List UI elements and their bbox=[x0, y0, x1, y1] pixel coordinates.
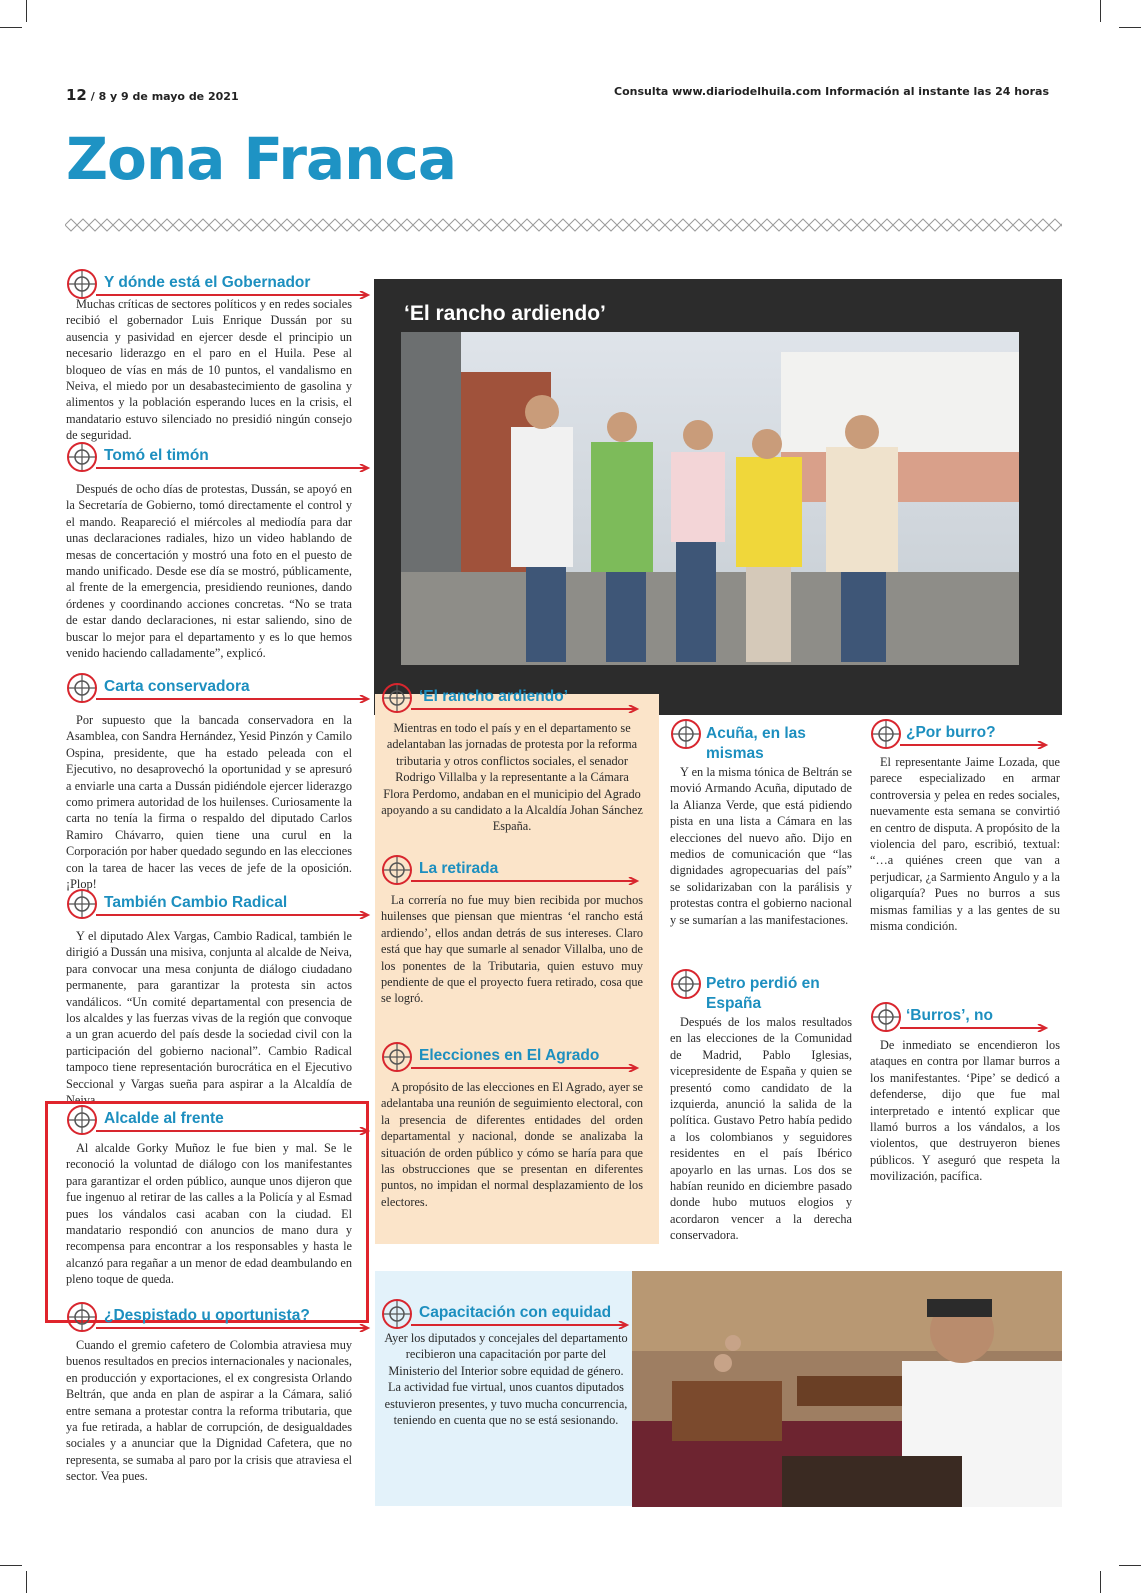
article-body: Ayer los diputados y concejales del departamento recibieron una capacitación por parte del Ministerio del Interior sobre equidad de género. La actividad fue virtual, unos cuantos diputados estuvieron presentes, y tuvo mucha concurrencia, teniendo en cuenta que no se está sesionando. bbox=[384, 1331, 628, 1428]
crosshair-icon bbox=[66, 441, 98, 473]
article-body: Mientras en todo el país y en el departamento se adelantaban las jornadas de protesta por la reforma tributaria y otros conflictos sociales, el senador Rodrigo Villalba y la representante a la Cámara Flora Perdomo, andaban en el municipio del Agrado apoyando a su candidato a la Alcaldía Johan Sánchez España. bbox=[381, 721, 643, 834]
meeting-photo bbox=[632, 1271, 1062, 1507]
arrow-rule bbox=[411, 1321, 633, 1329]
crosshair-icon bbox=[870, 718, 902, 750]
crosshair-icon bbox=[66, 888, 98, 920]
article-body: Después de los malos resultados en las elecciones de la Comunidad de Madrid, Pablo Iglesias, vicepresidente de España y quien se presentó como candidato de la izquierda, anunció la salida de la política. Gustavo Petro había pedido a los colombianos y seguidores residentes en el país Ibérico apoyarlo en las urnas. Los dos se habían reunido en diciembre pasado donde hubo mutuos elogios y acordaron vencer a la derecha conservadora. bbox=[670, 1015, 852, 1243]
article-heading: ¿Por burro? bbox=[906, 724, 996, 741]
article-retirada bbox=[381, 856, 643, 1007]
article-heading: También Cambio Radical bbox=[104, 894, 288, 911]
article-heading: ¿Despistado u oportunista? bbox=[104, 1307, 310, 1324]
separator: / bbox=[90, 90, 99, 103]
arrow-rule bbox=[900, 741, 1052, 749]
article-heading: ‘Burros’, no bbox=[906, 1007, 993, 1024]
article-acuna bbox=[670, 720, 852, 928]
article-body: Después de ocho días de protestas, Dussán, se apoyó en la Secretaría de Gobierno, tomó directamente el control y el mando. Reapareció el miércoles al mediodía para dar unas declaraciones radiales, hizo un video hablando de mesas de concertación y mostró una foto en el puesto de mando unificado. Desde ese día se mostró, públicamente, al frente de la emergencia, presidiendo reuniones, dando órdenes y coordinando acciones concretas. “No se trata de estar dando declaraciones, ni estar saliendo, sino de buscar lo mejor para el departamento y es lo que hemos venido haciendo calladamente”, explicó. bbox=[66, 482, 352, 661]
crosshair-icon bbox=[66, 672, 98, 704]
article-timon bbox=[66, 443, 352, 661]
article-heading: Acuña, en las mismas bbox=[706, 725, 806, 762]
article-body: El representante Jaime Lozada, que parece especializado en armar controversia y pelea en redes sociales, nuevamente esta semana se convirtió en centro de disputa. A propósito de la violencia del paro, escribió, textual: “…a quiénes creen que van a perjudicar, ¿a Sarmiento Angulo y a la oligarquía? Pues no burros a sus mismas familias y a las gentes de su misma condición. bbox=[870, 755, 1060, 934]
article-heading: Capacitación con equidad bbox=[419, 1304, 612, 1321]
decorative-zigzag-rule bbox=[65, 217, 1062, 233]
crosshair-icon bbox=[381, 682, 413, 714]
article-carta bbox=[66, 674, 352, 892]
issue-date: 8 y 9 de mayo de 2021 bbox=[98, 90, 239, 103]
arrow-rule bbox=[96, 695, 374, 703]
crosshair-icon bbox=[670, 718, 702, 750]
article-body: Y en la misma tónica de Beltrán se movió Armando Acuña, diputado de la Alianza Verde, que está pidiendo pista en una lista a Cámara en las elecciones del nuevo año. Dijo en medios de comunicación que “las dignidades agropecuarias del país” se solidarizaban con la parálisis y protestas contra el gobierno nacional y se sumarían a las manifestaciones. bbox=[670, 765, 852, 927]
crosshair-icon bbox=[66, 1301, 98, 1333]
article-body: Cuando el gremio cafetero de Colombia atraviesa muy buenos resultados en precios internacionales y nacionales, en producción y exportaciones, el ex congresista Orlando Beltrán, que anda en plan de aspirar a la Cámara, salió entre semana a protestar contra la reforma tributaria, que ya fue retirada, a hablar de corrupción, de desigualdades sociales y a anunciar que la Dignidad Cafetera, que no representa, se sumaba al paro por la crisis que atraviesa el sector. Vea pues. bbox=[66, 1338, 352, 1484]
arrow-rule bbox=[411, 705, 643, 713]
article-heading: ‘El rancho ardiendo’ bbox=[419, 688, 568, 705]
arrow-rule bbox=[96, 911, 374, 919]
crosshair-icon bbox=[381, 1298, 413, 1330]
article-body: Muchas críticas de sectores políticos y en redes sociales recibió el gobernador Luis Enrique Dussán por su ausencia y pasividad en ejercer desde el principio un necesario liderazgo en el paro en el Huila. Pese al bloqueo de vías en más de 10 puntos, el vandalismo en Neiva, el miedo por un desabastecimiento de gasolina y alimentos y la población esperando luces en la crisis, el mandatario estuvo silenciado no presidió ningún consejo de seguridad. bbox=[66, 297, 352, 443]
section-title: Zona Franca bbox=[66, 125, 456, 193]
article-elecciones bbox=[381, 1043, 643, 1210]
article-heading: Carta conservadora bbox=[104, 678, 250, 695]
crosshair-icon bbox=[870, 1001, 902, 1033]
article-capacitacion bbox=[381, 1300, 631, 1428]
article-burros-no bbox=[870, 1003, 1060, 1185]
article-body: Por supuesto que la bancada conservadora en la Asamblea, con Sandra Hernández, Yesid Pinzón y Camilo Ospina, presidente, que ha estado peleada con el Ejecutivo, no desaprovechó la oportunidad y se apresuró a enviarle una carta a Dussán pidiéndole ejercer liderazgo como primera autoridad de los huilenses. Curiosamente la carta no tenía la firma o respaldo del diputado Carlos Ramiro Chávarro, quien tiene una curul en la Corporación por haber quedado segundo en las elecciones con la tarea de hacer las veces de jefe de la oposición. ¡Plop! bbox=[66, 713, 352, 892]
arrow-rule bbox=[900, 1024, 1052, 1032]
page-header-right: Consulta www.diariodelhuila.com Información al instante las 24 horas bbox=[614, 85, 1049, 98]
article-body: Y el diputado Alex Vargas, Cambio Radical, también le dirigió a Dussán una misiva, conjunta al alcalde de Neiva, para convocar una mesa conjunta de diálogo ciudadano permanente, para garantizar la protesta sin actos vandálicos. “Un comité departamental con presencia de los alcaldes y las fuerzas vivas de la región que convoque a un gran acuerdo del país desde la sociedad civil con la participación del gobierno nacional”. Cambio Radical tampoco tiene representación burocrática en el Ejecutivo Seccional y Vargas sueña para aspirar a la Alcaldía de Neiva. bbox=[66, 929, 352, 1108]
article-heading: La retirada bbox=[419, 860, 499, 877]
page-number: 12 bbox=[66, 86, 87, 104]
arrow-rule bbox=[96, 1324, 374, 1332]
article-body: Al alcalde Gorky Muñoz le fue bien y mal. Se le reconoció la voluntad de diálogo con los manifestantes para garantizar el orden público, aunque unos dijeron que fue ingenuo al retirar de las calles a la Policía y al Esmad pues los vándalos casi acaban con la ciudad. El mandatario respondió con anuncios de mano dura y recompensa para encontrar a los responsables y hasta le alcanzó para regañar a un menor de edad deambulando en pleno toque de queda. bbox=[66, 1141, 352, 1287]
article-rancho bbox=[381, 684, 643, 835]
arrow-rule bbox=[96, 291, 374, 299]
article-heading: Tomó el timón bbox=[104, 447, 209, 464]
article-body: A propósito de las elecciones en El Agrado, ayer se adelantaba una reunión de seguimiento electoral, con la presencia de diferentes entidades del orden departamental y nacional, donde se analizaba la situación de orden público y cómo se haría para que las obstrucciones que se presentan en diferentes puntos, no impidan el normal desplazamiento de los electores. bbox=[381, 1080, 644, 1209]
crosshair-icon bbox=[670, 968, 702, 1000]
crosshair-icon bbox=[381, 854, 413, 886]
article-heading: Elecciones en El Agrado bbox=[419, 1047, 600, 1064]
article-despistado bbox=[66, 1303, 352, 1485]
article-cambio-radical bbox=[66, 890, 352, 1108]
arrow-rule bbox=[96, 464, 374, 472]
article-heading: Alcalde al frente bbox=[104, 1110, 224, 1127]
highlight-frame bbox=[45, 1101, 369, 1323]
article-body: La correría no fue muy bien recibida por muchos huilenses que piensan que mientras ‘el rancho está ardiendo’, ellos andan detrás de sus intereses. Claro está que hay que sumarle al senador Villalba, uno de los ponentes de la Tributaria, quien estuvo muy pendiente de que el proyecto fuera retirado, cosa que se logró. bbox=[381, 893, 643, 1006]
photo-caption: ‘El rancho ardiendo’ bbox=[404, 302, 606, 325]
crosshair-icon bbox=[66, 268, 98, 300]
article-heading: Y dónde está el Gobernador bbox=[104, 274, 311, 291]
page-header-left bbox=[66, 86, 239, 104]
article-gobernador bbox=[66, 270, 352, 444]
article-body: De inmediato se encendieron los ataques en contra por llamar burros a los manifestantes. ‘Pipe’ se dedicó a defenderse, dijo que fue mal interpretado e intentó explicar que llamó burros a los vándalos, a los violentos, que destruyeron bienes públicos. Y aseguró que respeta la movilización, pacífica. bbox=[870, 1038, 1060, 1184]
group-photo bbox=[401, 332, 1019, 665]
article-heading: Petro perdió en España bbox=[706, 975, 820, 1012]
arrow-rule bbox=[411, 1064, 643, 1072]
crosshair-icon bbox=[381, 1041, 413, 1073]
arrow-rule bbox=[411, 877, 643, 885]
article-petro bbox=[670, 970, 852, 1244]
article-por-burro bbox=[870, 720, 1060, 934]
